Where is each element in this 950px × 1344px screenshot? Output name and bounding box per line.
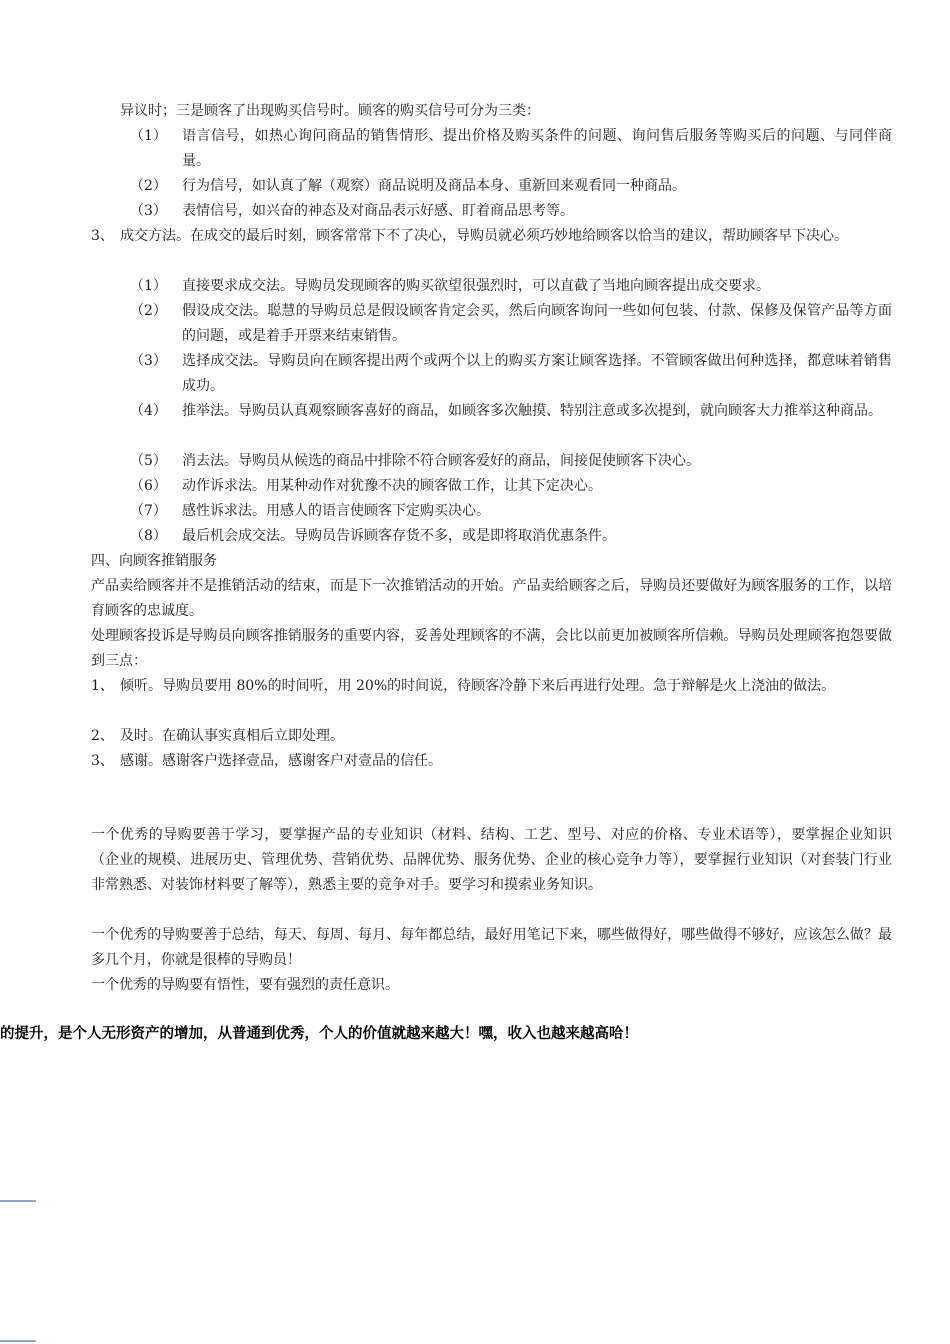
method-8-text: 最后机会成交法。导购员告诉顾客存货不多，或是即将取消优惠条件。 [182, 528, 616, 544]
signal-2-number: （2） [130, 178, 167, 194]
point-2-text: 及时。在确认事实真相后立即处理。 [120, 728, 344, 744]
signal-1-number: （1） [130, 128, 167, 144]
method-6-number: （6） [130, 478, 167, 494]
method-2-number: （2） [130, 303, 167, 319]
method-5-text: 消去法。导购员从候选的商品中排除不符合顾客爱好的商品，间接促使顾客下决心。 [182, 453, 700, 469]
point-2-number: 2、 [91, 728, 114, 744]
signal-3-number: （3） [130, 203, 167, 219]
method-5-number: （5） [130, 453, 167, 469]
complaint-paragraph: 处理顾客投诉是导购员向顾客推销服务的重要内容，妥善处理顾客的不满，会比以前更加被顾客所信赖。导购员处理顾客抱怨要做到三点： [91, 628, 892, 669]
method-2-text: 假设成交法。聪慧的导购员总是假设顾客肯定会买，然后向顾客询问一些如何包装、付款、保修及保管产品等方面的问题，或是着手开票来结束销售。 [182, 303, 892, 344]
section-heading: 四、向顾客推销服务 [91, 553, 217, 569]
point-1-text: 倾听。导购员要用 80%的时间听，用 20%的时间说，待顾客冷静下来后再进行处理。急于辩解是火上浇油的做法。 [120, 678, 836, 694]
closing-text: 成交方法。在成交的最后时刻，顾客常常下不了决心，导购员就必须巧妙地给顾客以恰当的建议，帮助顾客早下决心。 [120, 228, 848, 244]
method-7-text: 感性诉求法。用感人的语言使顾客下定购买决心。 [182, 503, 490, 519]
left-divider-rule-bottom [0, 1340, 36, 1342]
signal-1-text: 语言信号，如热心询问商品的销售情形、提出价格及购买条件的问题、询问售后服务等购买后的问题、与同伴商量。 [182, 128, 892, 169]
point-1-number: 1、 [91, 678, 114, 694]
signal-3-text: 表情信号，如兴奋的神态及对商品表示好感、盯着商品思考等。 [182, 203, 574, 219]
service-paragraph: 产品卖给顾客并不是推销活动的结束，而是下一次推销活动的开始。产品卖给顾客之后，导购员还要做好为顾客服务的工作，以培育顾客的忠诚度。 [91, 578, 892, 619]
summary-paragraph: 一个优秀的导购要善于总结，每天、每周、每月、每年都总结，最好用笔记下来，哪些做得好，哪些做得不够好，应该怎么做？最多几个月，你就是很棒的导购员！ [91, 927, 892, 968]
closing-number: 3、 [91, 228, 114, 244]
intro-line: 异议时；三是顾客了出现购买信号时。顾客的购买信号可分为三类： [120, 103, 540, 119]
method-4-text: 推举法。导购员认真观察顾客喜好的商品，如顾客多次触摸、特别注意或多次提到，就向顾客大力推举这种商品。 [182, 403, 882, 419]
method-8-number: （8） [130, 528, 167, 544]
method-3-number: （3） [130, 353, 167, 369]
awareness-paragraph: 一个优秀的导购要有悟性，要有强烈的责任意识。 [91, 977, 399, 993]
bold-closing-line: 的提升，是个人无形资产的增加，从普通到优秀，个人的价值就越来越大！嘿，收入也越来越高哈！ [0, 1026, 638, 1042]
method-1-text: 直接要求成交法。导购员发现顾客的购买欲望很强烈时，可以直截了当地向顾客提出成交要求。 [182, 278, 770, 294]
learning-paragraph: 一个优秀的导购要善于学习，要掌握产品的专业知识（材料、结构、工艺、型号、对应的价格、专业术语等），要掌握企业知识（企业的规模、进展历史、管理优势、营销优势、品牌优势、服务优势、企业的核心竞争力等），要掌握行业知识（对套装门行业非常熟悉、对装饰材料要了解等），熟悉主要的竞争对手。要学习和摸索业务知识。 [91, 827, 892, 893]
method-6-text: 动作诉求法。用某种动作对犹豫不决的顾客做工作，让其下定决心。 [182, 478, 602, 494]
left-divider-rule [0, 1200, 36, 1202]
point-3-text: 感谢。感谢客户选择壹品，感谢客户对壹品的信任。 [120, 753, 442, 769]
method-7-number: （7） [130, 503, 167, 519]
signal-2-text: 行为信号，如认真了解（观察）商品说明及商品本身、重新回来观看同一种商品。 [182, 178, 686, 194]
method-4-number: （4） [130, 403, 167, 419]
method-3-text: 选择成交法。导购员向在顾客提出两个或两个以上的购买方案让顾客选择。不管顾客做出何种选择，都意味着销售成功。 [182, 353, 892, 394]
point-3-number: 3、 [91, 753, 114, 769]
method-1-number: （1） [130, 278, 167, 294]
